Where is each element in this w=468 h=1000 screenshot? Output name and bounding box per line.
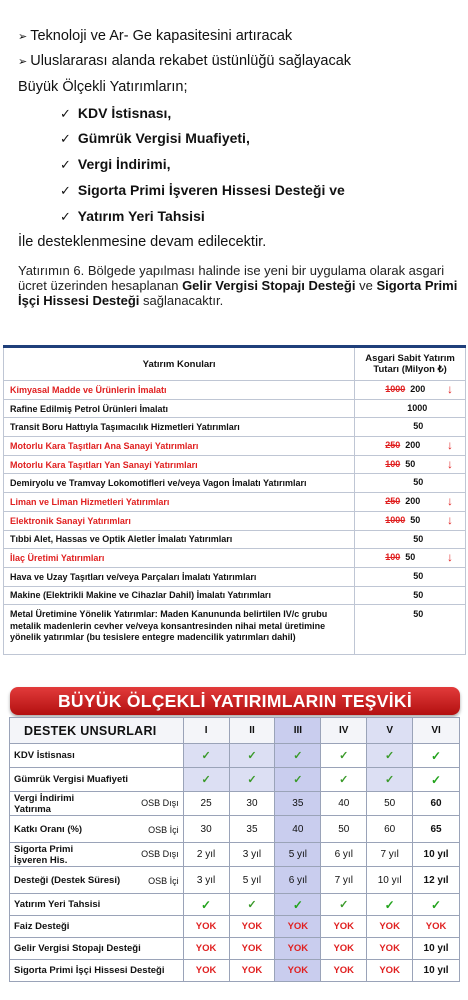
min-amount: [355, 381, 466, 400]
table-row: Faiz Desteği YOK YOK YOK YOK YOK YOK: [10, 916, 460, 938]
intro-paragraph: Yatırımın 6. Bölgede yapılması halinde ise yeni bir uygulama olarak asgari ücret üzerinden hesaplanan Gelir Vergisi Stopajı Desteği ve Sigorta Primi İşçi Hissesi Desteği sağlanacaktır.: [18, 263, 458, 308]
check-icon: ✓: [321, 768, 367, 792]
table-row: [4, 381, 466, 400]
investment-topic: Elektronik Sanayi Yatırımları: [4, 511, 355, 530]
check-icon: ✓: [275, 744, 321, 768]
region-header: VI: [413, 718, 460, 744]
check-icon: ✓: [413, 768, 460, 792]
arrow-bullet-icon: ➢: [18, 56, 28, 68]
arrow-down-icon: ↓: [447, 438, 453, 453]
new-amount: 200: [405, 440, 421, 451]
row-label: Gelir Vergisi Stopajı Desteği: [10, 938, 184, 960]
check-icon: ✓: [229, 894, 275, 916]
old-amount: 250: [385, 496, 401, 507]
incentive-banner: BÜYÜK ÖLÇEKLİ YATIRIMLARIN TEŞVİKİ: [10, 687, 460, 715]
support-item: ✓ Yatırım Yeri Tahsisi: [60, 208, 205, 224]
row-label: KDV İstisnası: [10, 744, 184, 768]
investment-topic: Transit Boru Hattıyla Taşımacılık Hizmetleri Yatırımları: [4, 418, 355, 437]
investment-threshold-table: [3, 345, 466, 655]
table-row: [4, 586, 466, 605]
support-item: ✓ Gümrük Vergisi Muafiyeti,: [60, 130, 250, 146]
table-row: [4, 455, 466, 474]
min-amount: [355, 474, 466, 493]
intro-bullet: ➢ Uluslararası alanda rekabet üstünlüğü sağlayacak: [18, 53, 352, 69]
table-row: [4, 567, 466, 586]
investment-topic: Rafine Edilmiş Petrol Ürünleri İmalatı: [4, 399, 355, 418]
min-amount: [355, 493, 466, 512]
check-icon: ✓: [60, 131, 71, 146]
old-amount: 100: [385, 458, 401, 469]
arrow-down-icon: ↓: [447, 512, 453, 527]
new-amount: 200: [405, 496, 421, 507]
new-amount: 50: [413, 477, 424, 488]
region-header: I: [183, 718, 229, 744]
check-icon: ✓: [321, 744, 367, 768]
investment-topic: Makine (Elektrikli Makine ve Cihazlar Dahil) İmalatı Yatırımları: [4, 586, 355, 605]
new-amount: 200: [410, 384, 426, 394]
table-row: [10, 768, 460, 792]
check-icon: ✓: [60, 106, 71, 121]
check-icon: ✓: [275, 894, 321, 916]
check-icon: ✓: [367, 768, 413, 792]
min-amount: [355, 418, 466, 437]
new-amount: 50: [405, 458, 416, 469]
old-amount: 250: [385, 440, 401, 451]
new-amount: 50: [413, 609, 424, 620]
arrow-down-icon: ↓: [447, 494, 453, 509]
table-row: [4, 474, 466, 493]
table-row: [4, 605, 466, 655]
old-amount: 100: [385, 552, 401, 563]
min-amount: [355, 399, 466, 418]
incentive-table: [9, 717, 460, 982]
new-amount: 50: [413, 589, 424, 600]
arrow-down-icon: ↓: [447, 382, 453, 396]
table-row: Gelir Vergisi Stopajı Desteği YOK YOK YOK YOK YOK 10 yıl: [10, 938, 460, 960]
table-row: [10, 744, 460, 768]
check-icon: ✓: [60, 209, 71, 224]
investment-topic: Motorlu Kara Taşıtları Yan Sanayi Yatırımları: [4, 455, 355, 474]
intro-lead: Büyük Ölçekli Yatırımların;: [18, 79, 188, 95]
row-label: Katkı Oranı (%) OSB İçi: [10, 816, 184, 843]
region-header: III: [275, 718, 321, 744]
table-row: Desteği (Destek Süresi) OSB İçi 3 yıl 5 yıl 6 yıl 7 yıl 10 yıl 12 yıl: [10, 867, 460, 894]
old-amount: 1000: [385, 514, 406, 525]
check-icon: ✓: [183, 894, 229, 916]
new-amount: 50: [413, 421, 424, 432]
region-header: V: [367, 718, 413, 744]
arrow-down-icon: ↓: [447, 456, 453, 471]
support-item: ✓ Vergi İndirimi,: [60, 156, 171, 172]
min-amount: [355, 530, 466, 549]
table-row: [4, 437, 466, 456]
intro-closing: İle desteklenmesine devam edilecektir.: [18, 234, 267, 250]
check-icon: ✓: [367, 744, 413, 768]
investment-topic: Demiryolu ve Tramvay Lokomotifleri ve/veya Vagon İmalatı Yatırımları: [4, 474, 355, 493]
check-icon: ✓: [60, 157, 71, 172]
investment-topic: Metal Üretimine Yönelik Yatırımlar: Maden Kanununda belirtilen IV/c grubu metalik madenlerin cevher ve/veya konsantresinden nihai metal üretimine yönelik yatırımlar (bu tesislere entegre madencilik yatırımları dahil): [4, 605, 355, 655]
row-label: Yatırım Yeri Tahsisi: [10, 894, 184, 916]
table-row: Vergi İndirimi OSB Dışı Yatırıma 25 30 35 40 50 60: [10, 792, 460, 816]
investment-topic: Kimyasal Madde ve Ürünlerin İmalatı: [4, 381, 355, 400]
intro-bullet: ➢ Teknoloji ve Ar- Ge kapasitesini artıracak: [18, 28, 293, 44]
table-row: [4, 549, 466, 568]
old-amount: 1000: [385, 384, 406, 394]
check-icon: ✓: [229, 768, 275, 792]
table-row: [4, 418, 466, 437]
table-row: Sigorta Primi OSB Dışı İşveren His. 2 yıl 3 yıl 5 yıl 6 yıl 7 yıl 10 yıl: [10, 843, 460, 867]
header-investment-topics: Yatırım Konuları: [4, 347, 355, 381]
investment-topic: İlaç Üretimi Yatırımları: [4, 549, 355, 568]
min-amount: [355, 586, 466, 605]
check-icon: ✓: [367, 894, 413, 916]
region-header: IV: [321, 718, 367, 744]
investment-topic: Tıbbi Alet, Hassas ve Optik Aletler İmalatı Yatırımları: [4, 530, 355, 549]
row-label: Faiz Desteği: [10, 916, 184, 938]
table-row: [4, 530, 466, 549]
min-amount: [355, 455, 466, 474]
min-amount: [355, 549, 466, 568]
investment-topic: Motorlu Kara Taşıtları Ana Sanayi Yatırımları: [4, 437, 355, 456]
min-amount: [355, 437, 466, 456]
min-amount: [355, 511, 466, 530]
table-row: Sigorta Primi İşçi Hissesi Desteği YOK YOK YOK YOK YOK 10 yıl: [10, 960, 460, 982]
support-item: ✓ Sigorta Primi İşveren Hissesi Desteği ve: [60, 182, 345, 198]
investment-topic: Liman ve Liman Hizmetleri Yatırımları: [4, 493, 355, 512]
check-icon: ✓: [321, 894, 367, 916]
min-amount: [355, 567, 466, 586]
check-icon: ✓: [60, 183, 71, 198]
investment-topic: Hava ve Uzay Taşıtları ve/veya Parçaları İmalatı Yatırımları: [4, 567, 355, 586]
table-row: [4, 493, 466, 512]
new-amount: 50: [413, 533, 424, 544]
table-row: [4, 511, 466, 530]
row-label: Desteği (Destek Süresi) OSB İçi: [10, 867, 184, 894]
support-item: ✓ KDV İstisnası,: [60, 105, 172, 121]
row-label: Sigorta Primi İşçi Hissesi Desteği: [10, 960, 184, 982]
arrow-bullet-icon: ➢: [18, 31, 28, 43]
check-icon: ✓: [413, 894, 460, 916]
row-label: Gümrük Vergisi Muafiyeti: [10, 768, 184, 792]
min-amount: [355, 605, 466, 655]
header-min-amount: Asgari Sabit Yatırım Tutarı (Milyon ₺): [355, 347, 466, 381]
new-amount: 50: [413, 570, 424, 581]
check-icon: ✓: [275, 768, 321, 792]
table-row: [10, 894, 460, 916]
region-header: II: [229, 718, 275, 744]
check-icon: ✓: [183, 744, 229, 768]
new-amount: 50: [410, 514, 421, 525]
check-icon: ✓: [229, 744, 275, 768]
check-icon: ✓: [183, 768, 229, 792]
new-amount: 50: [405, 552, 416, 563]
header-support-elements: DESTEK UNSURLARI: [10, 718, 184, 744]
table-row: [4, 399, 466, 418]
row-label: Vergi İndirimi OSB Dışı Yatırıma: [10, 792, 184, 816]
new-amount: 1000: [407, 402, 428, 413]
check-icon: ✓: [413, 744, 460, 768]
row-label: Sigorta Primi OSB Dışı İşveren His.: [10, 843, 184, 867]
table-row: Katkı Oranı (%) OSB İçi 30 35 40 50 60 65: [10, 816, 460, 843]
arrow-down-icon: ↓: [447, 550, 453, 565]
